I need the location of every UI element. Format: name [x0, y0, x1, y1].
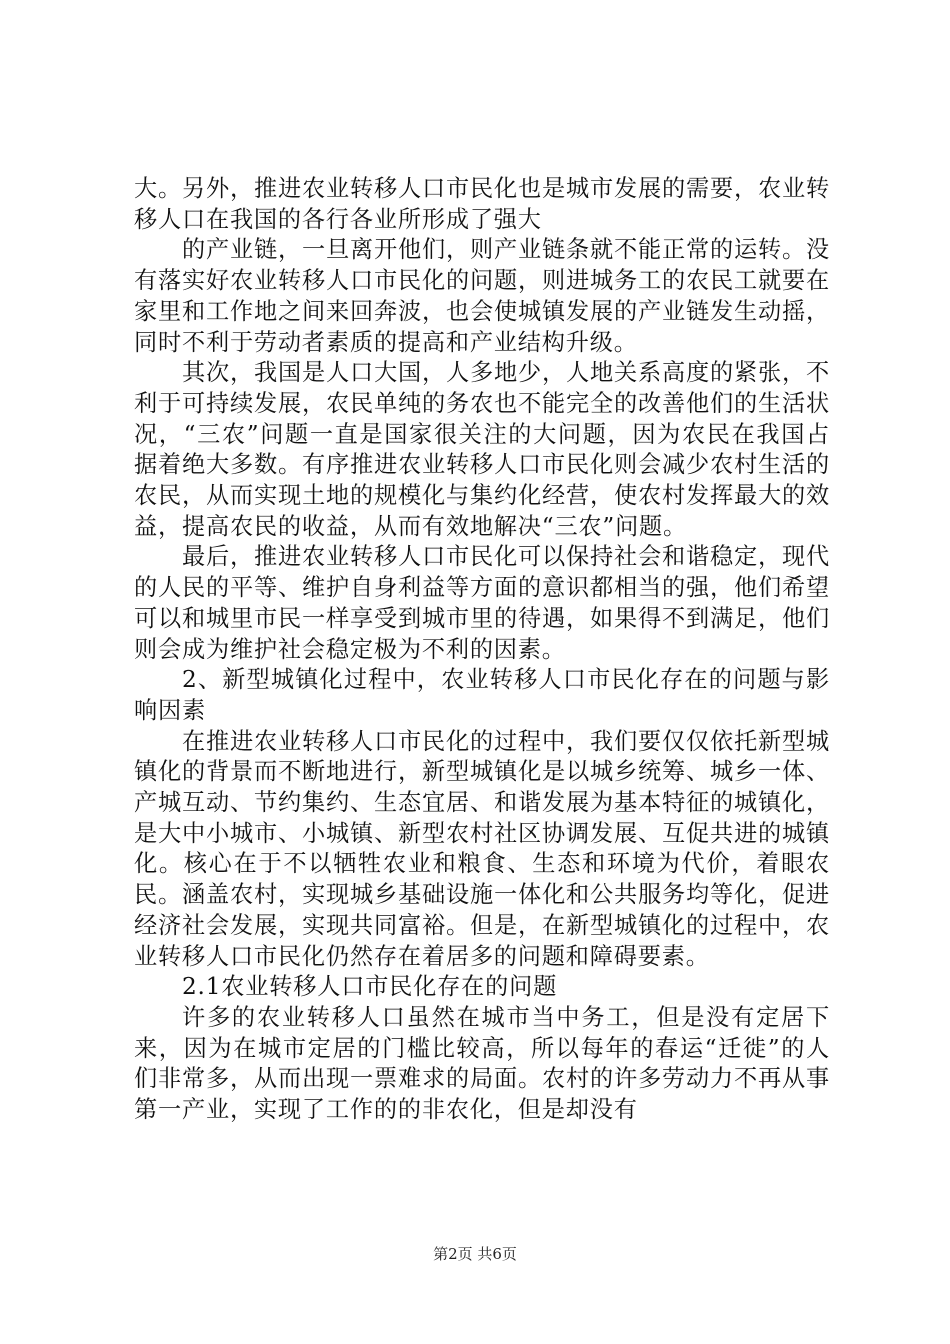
paragraph-industry-chain: 的产业链，一旦离开他们，则产业链条就不能正常的运转。没有落实好农业转移人口市民化的问题，则进城务工的农民工就要在家里和工作地之间来回奔波，也会使城镇发展的产业链发生动摇，同时不利于劳动者素质的提高和产业结构升级。 — [134, 236, 830, 356]
paragraph-new-urbanization: 在推进农业转移人口市民化的过程中，我们要仅仅依托新型城镇化的背景而不断地进行，新型城镇化是以城乡统筹、城乡一体、产城互动、节约集约、生态宜居、和谐发展为基本特征的城镇化，是大中小城市、小城镇、新型农村社区协调发展、互促共进的城镇化。核心在于不以牺牲农业和粮食、生态和环境为代价，着眼农民。涵盖农村，实现城乡基础设施一体化和公共服务均等化，促进经济社会发展，实现共同富裕。但是，在新型城镇化的过程中，农业转移人口市民化仍然存在着居多的问题和障碍要素。 — [134, 727, 830, 970]
paragraph-migrants: 许多的农业转移人口虽然在城市当中务工，但是没有定居下来，因为在城市定居的门槛比较高，所以每年的春运“迁徙”的人们非常多，从而出现一票难求的局面。农村的许多劳动力不再从事第一产业，实现了工作的的非农化，但是却没有 — [134, 1003, 830, 1124]
paragraph-finally: 最后，推进农业转移人口市民化可以保持社会和谐稳定，现代的人民的平等、维护自身利益等方面的意识都相当的强，他们希望可以和城里市民一样享受到城市里的待遇，如果得不到满足，他们则会成为维护社会稳定极为不利的因素。 — [134, 543, 830, 663]
paragraph-continued: 大。另外，推进农业转移人口市民化也是城市发展的需要，农业转移人口在我国的各行各业所形成了强大 — [134, 175, 830, 233]
section-heading-2-1: 2.1农业转移人口市民化存在的问题 — [182, 973, 558, 1001]
page-footer: 第2页 共6页 — [433, 1245, 517, 1263]
document-body — [134, 174, 830, 1126]
paragraph-secondly: 其次，我国是人口大国，人多地少，人地关系高度的紧张，不利于可持续发展，农民单纯的务农也不能完全的改善他们的生活状况，“三农”问题一直是国家很关注的大问题，因为农民在我国占据着绝大多数。有序推进农业转移人口市民化则会减少农村生活的农民，从而实现土地的规模化与集约化经营，使农村发挥最大的效益，提高农民的收益，从而有效地解决“三农”问题。 — [134, 359, 830, 540]
section-heading-2: 2、新型城镇化过程中，农业转移人口市民化存在的问题与影响因素 — [134, 666, 830, 724]
